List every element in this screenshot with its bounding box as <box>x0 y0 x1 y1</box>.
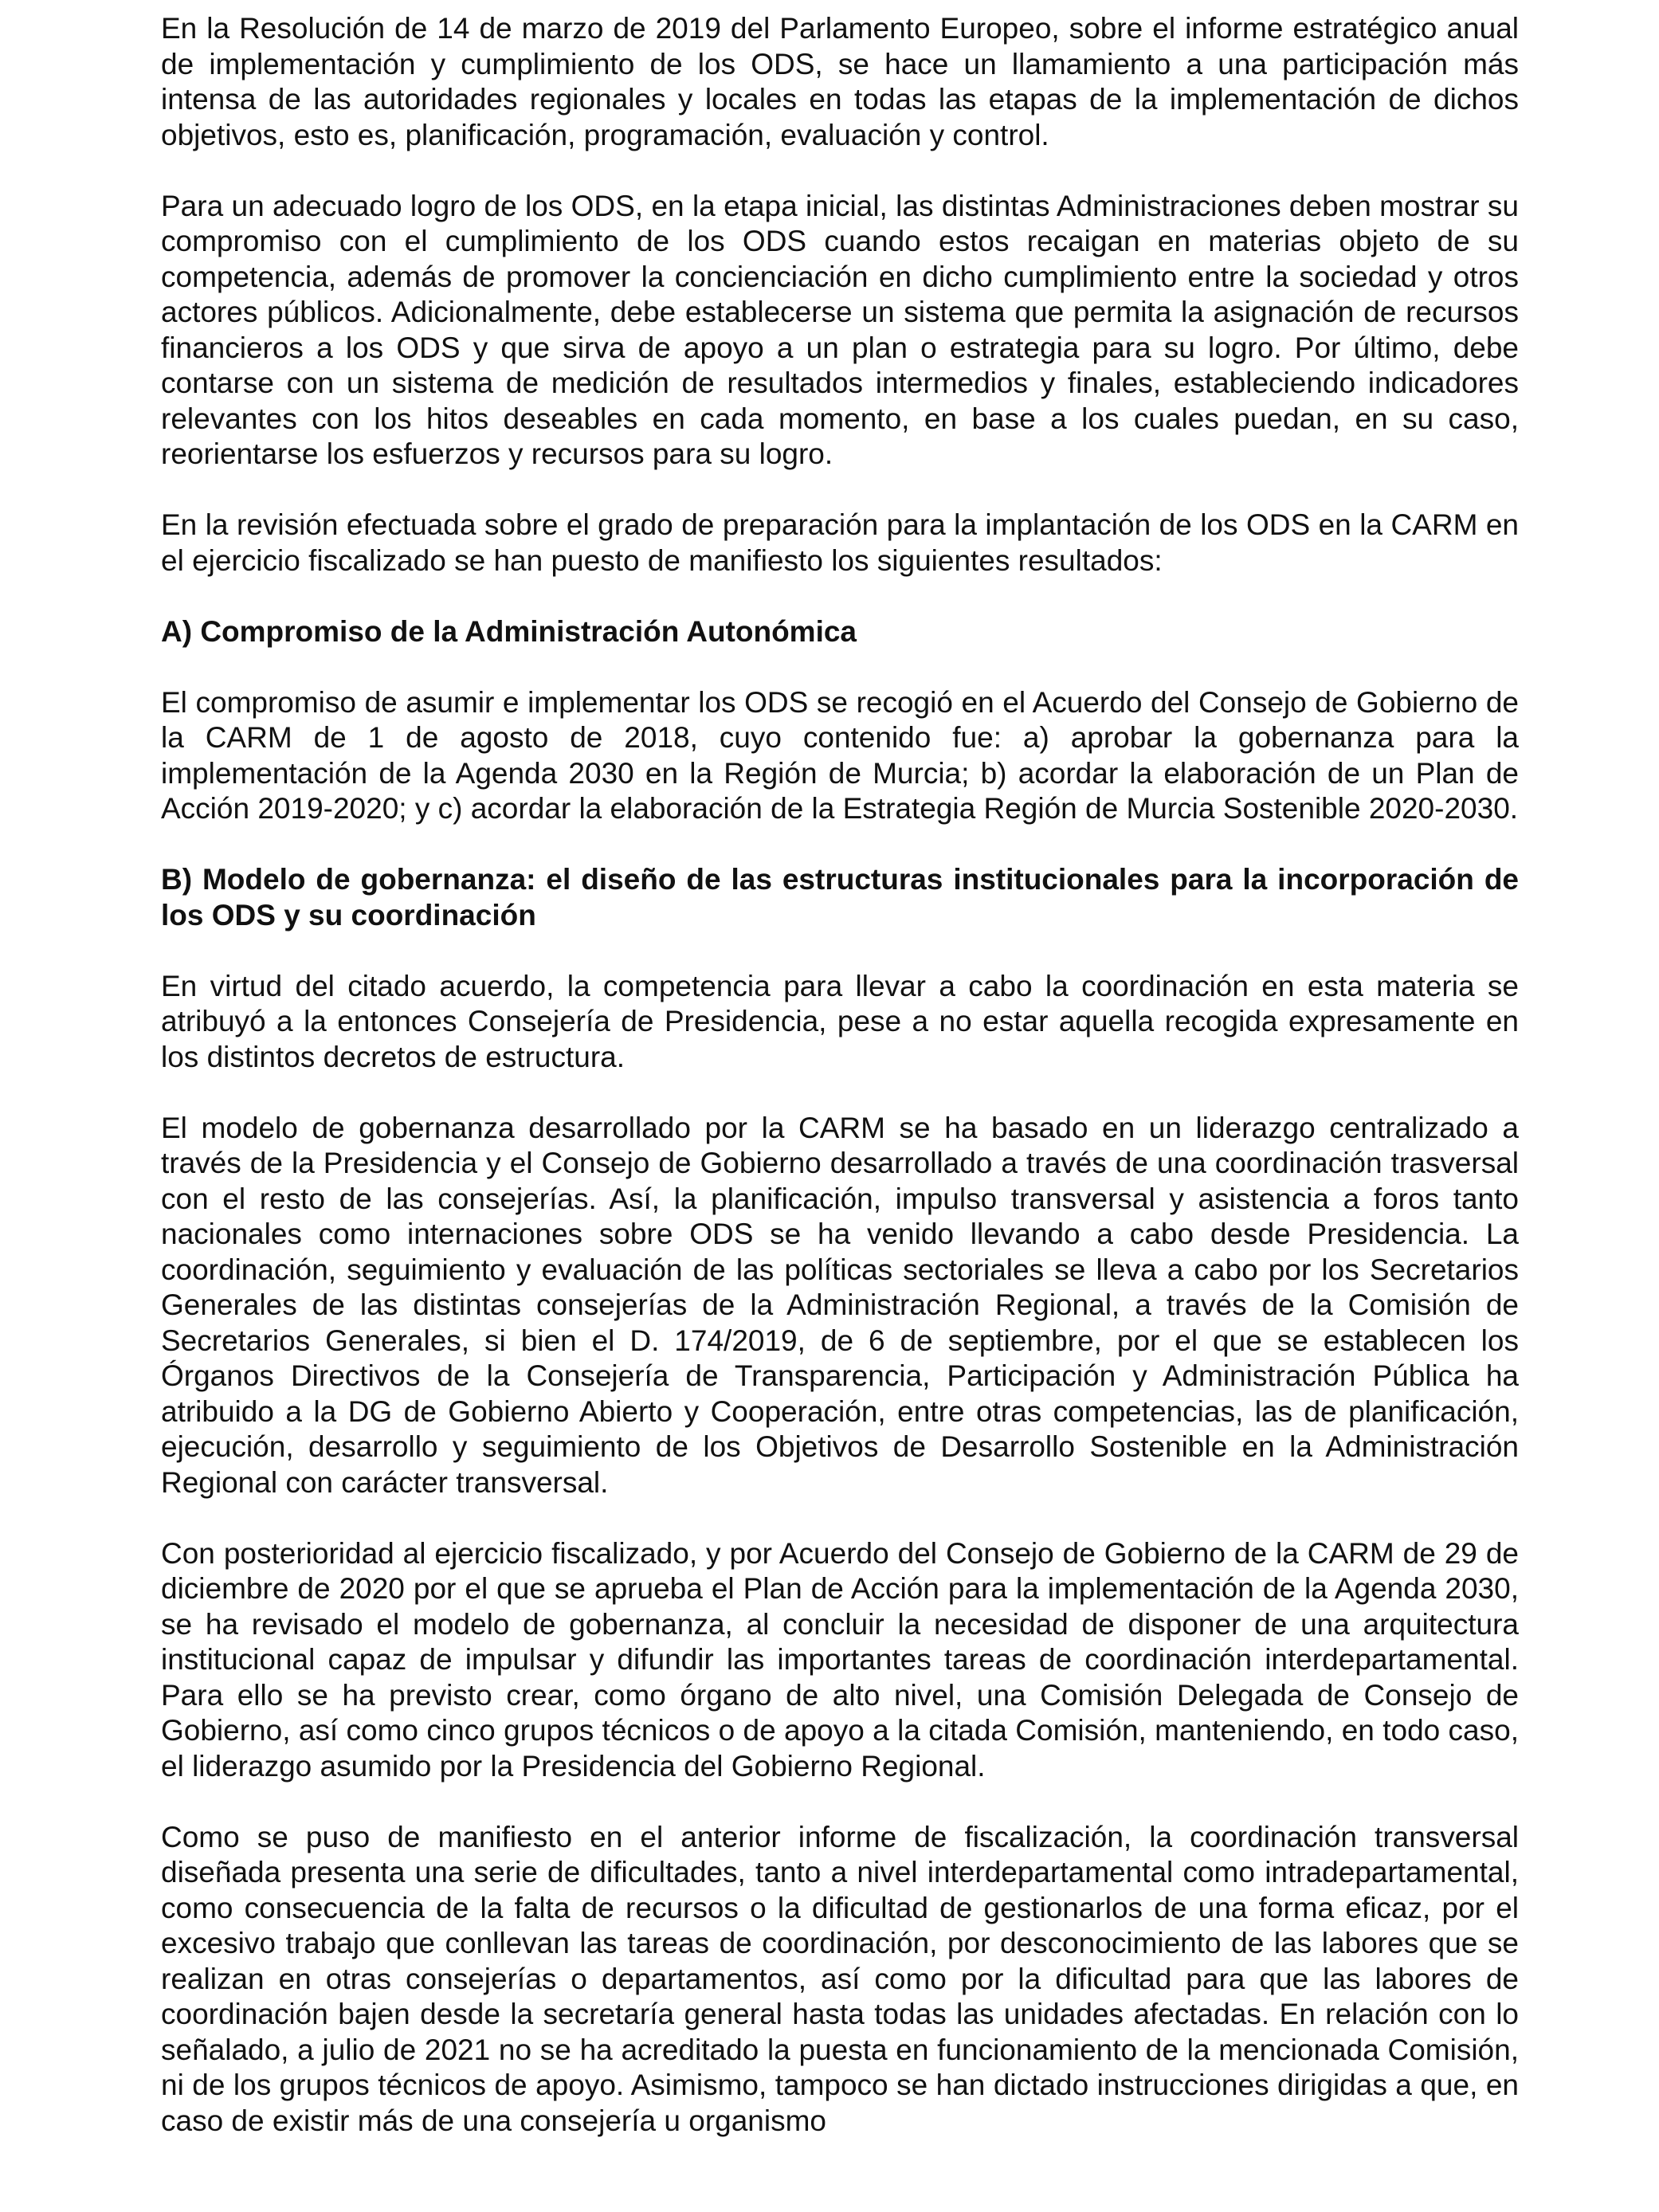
section-b-heading: B) Modelo de gobernanza: el diseño de las estructuras institucionales para la incorporación de los ODS y su coordinación <box>161 863 1519 931</box>
paragraph-coordinacion-transversal: Como se puso de manifiesto en el anterior informe de fiscalización, la coordinación transversal diseñada presenta una serie de dificultades, tanto a nivel interdepartamental como intradepartamental, como consecuencia de la falta de recursos o la dificultad de gestionarlos de una forma eficaz, por el excesivo trabajo que conllevan las tareas de coordinación, por desconocimiento de las labores que se realizan en otras consejerías o departamentos, así como por la dificultad para que las labores de coordinación bajen desde la secretaría general hasta todas las unidades afectadas. En relación con lo señalado, a julio de 2021 no se ha acreditado la puesta en funcionamiento de la mencionada Comisión, ni de los grupos técnicos de apoyo. Asimismo, tampoco se han dictado instrucciones dirigidas a que, en caso de existir más de una consejería u organismo <box>161 1820 1519 2137</box>
paragraph-logro-ods: Para un adecuado logro de los ODS, en la etapa inicial, las distintas Administraciones deben mostrar su compromiso con el cumplimiento de los ODS cuando estos recaigan en materias objeto de su competencia, además de promover la concienciación en dicho cumplimiento entre la sociedad y otros actores públicos. Adicionalmente, debe establecerse un sistema que permita la asignación de recursos financieros a los ODS y que sirva de apoyo a un plan o estrategia para su logro. Por último, debe contarse con un sistema de medición de resultados intermedios y finales, estableciendo indicadores relevantes con los hitos deseables en cada momento, en base a los cuales puedan, en su caso, reorientarse los esfuerzos y recursos para su logro. <box>161 189 1519 470</box>
document-page <box>161 11 1519 2175</box>
paragraph-compromiso-acuerdo: El compromiso de asumir e implementar los ODS se recogió en el Acuerdo del Consejo de Gobierno de la CARM de 1 de agosto de 2018, cuyo contenido fue: a) aprobar la gobernanza para la implementación de la Agenda 2030 en la Región de Murcia; b) acordar la elaboración de un Plan de Acción 2019-2020; y c) acordar la elaboración de la Estrategia Región de Murcia Sostenible 2020-2030. <box>161 685 1519 825</box>
paragraph-revision-resultados: En la revisión efectuada sobre el grado de preparación para la implantación de los ODS en la CARM en el ejercicio fiscalizado se han puesto de manifiesto los siguientes resultados: <box>161 508 1519 577</box>
paragraph-plan-accion: Con posterioridad al ejercicio fiscalizado, y por Acuerdo del Consejo de Gobierno de la CARM de 29 de diciembre de 2020 por el que se aprueba el Plan de Acción para la implementación de la Agenda 2030, se ha revisado el modelo de gobernanza, al concluir la necesidad de disponer de una arquitectura institucional capaz de impulsar y difundir las importantes tareas de coordinación interdepartamental. Para ello se ha previsto crear, como órgano de alto nivel, una Comisión Delegada de Consejo de Gobierno, así como cinco grupos técnicos o de apoyo a la citada Comisión, manteniendo, en todo caso, el liderazgo asumido por la Presidencia del Gobierno Regional. <box>161 1536 1519 1783</box>
paragraph-resolucion-parlamento: En la Resolución de 14 de marzo de 2019 del Parlamento Europeo, sobre el informe estratégico anual de implementación y cumplimiento de los ODS, se hace un llamamiento a una participación más intensa de las autoridades regionales y locales en todas las etapas de la implementación de dichos objetivos, esto es, planificación, programación, evaluación y control. <box>161 12 1519 151</box>
section-a-heading: A) Compromiso de la Administración Autonómica <box>161 614 857 648</box>
paragraph-competencia-coordinacion: En virtud del citado acuerdo, la competencia para llevar a cabo la coordinación en esta materia se atribuyó a la entonces Consejería de Presidencia, pese a no estar aquella recogida expresamente en los distintos decretos de estructura. <box>161 969 1519 1073</box>
paragraph-modelo-gobernanza: El modelo de gobernanza desarrollado por la CARM se ha basado en un liderazgo centralizado a través de la Presidencia y el Consejo de Gobierno desarrollado a través de una coordinación trasversal con el resto de las consejerías. Así, la planificación, impulso transversal y asistencia a foros tanto nacionales como internaciones sobre ODS se ha venido llevando a cabo desde Presidencia. La coordinación, seguimiento y evaluación de las políticas sectoriales se lleva a cabo por los Secretarios Generales de las distintas consejerías de la Administración Regional, a través de la Comisión de Secretarios Generales, si bien el D. 174/2019, de 6 de septiembre, por el que se establecen los Órganos Directivos de la Consejería de Transparencia, Participación y Administración Pública ha atribuido a la DG de Gobierno Abierto y Cooperación, entre otras competencias, las de planificación, ejecución, desarrollo y seguimiento de los Objetivos de Desarrollo Sostenible en la Administración Regional con carácter transversal. <box>161 1111 1519 1499</box>
